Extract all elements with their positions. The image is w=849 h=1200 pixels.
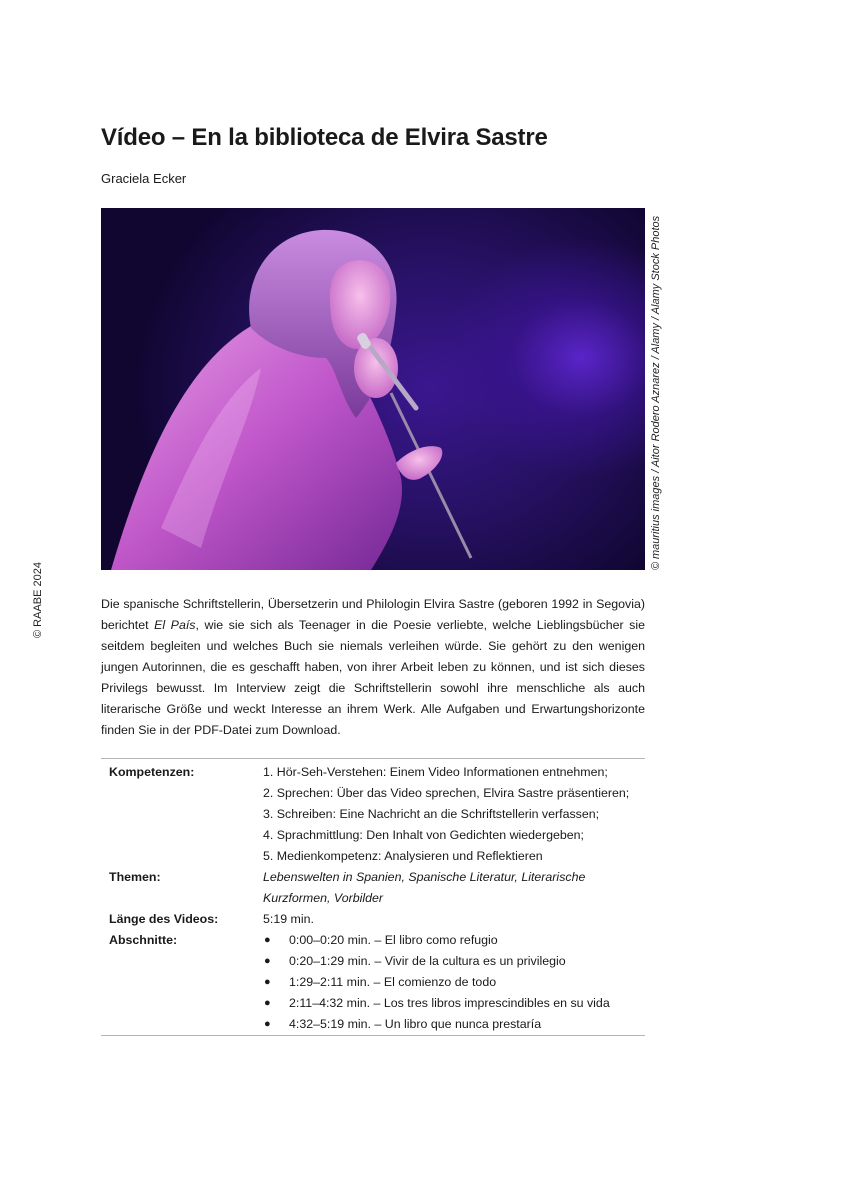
- kompetenz-item: 5. Medienkompetenz: Analysieren und Reflektieren: [263, 849, 543, 863]
- abschnitte-label: Abschnitte:: [109, 933, 178, 947]
- row-kompetenzen: [101, 762, 645, 867]
- kompetenzen-label: Kompetenzen:: [109, 765, 195, 779]
- row-laenge: [101, 909, 645, 930]
- intro-paragraph: [101, 594, 645, 741]
- abschnitte-list: [263, 930, 645, 1035]
- abschnitt-text: 0:00–0:20 min. – El libro como refugio: [289, 933, 498, 947]
- kompetenz-item: 2. Sprechen: Über das Video sprechen, Elvira Sastre präsentieren;: [263, 786, 630, 800]
- bullet-icon: ●: [264, 976, 271, 988]
- bullet-icon: ●: [264, 1018, 271, 1030]
- row-themen: [101, 867, 645, 909]
- bullet-icon: ●: [264, 934, 271, 946]
- sidebar-copyright: © RAABE 2024: [32, 562, 44, 638]
- kompetenz-item: 1. Hör-Seh-Verstehen: Einem Video Informationen entnehmen;: [263, 765, 608, 779]
- newspaper-name: El País: [154, 618, 196, 632]
- themen-label: Themen:: [109, 870, 161, 884]
- bullet-icon: ●: [264, 955, 271, 967]
- list-item: [263, 993, 645, 1014]
- bullet-icon: ●: [264, 997, 271, 1009]
- abschnitt-text: 1:29–2:11 min. – El comienzo de todo: [289, 975, 497, 989]
- kompetenz-item: 4. Sprachmittlung: Den Inhalt von Gedichten wiedergeben;: [263, 828, 584, 842]
- intro-text-2: , wie sie sich als Teenager in die Poesie verliebte, welche Lieblingsbücher sie seitdem begleiten und welches Buch sie niemals verleihen würde. Sie gehört zu den wenigen jungen Autorinnen, die es geschafft haben, von ihrer Arbeit leben zu können, und ist sich dieses Privilegs bewusst. Im Interview zeigt die Schriftstellerin sowohl ihre menschliche als auch literarische Größe und weckt Interesse an ihrem Werk. Alle Aufgaben und Erwartungshorizonte finden Sie in der PDF-Datei zum Download.: [101, 618, 646, 737]
- list-item: [263, 1014, 645, 1035]
- list-item: [263, 930, 645, 951]
- abschnitt-text: 2:11–4:32 min. – Los tres libros imprescindibles en su vida: [289, 996, 610, 1010]
- page-title: Vídeo – En la biblioteca de Elvira Sastre: [101, 124, 548, 151]
- list-item: [263, 972, 645, 993]
- abschnitt-text: 0:20–1:29 min. – Vivir de la cultura es un privilegio: [289, 954, 566, 968]
- author-name: Graciela Ecker: [101, 171, 187, 186]
- laenge-label: Länge des Videos:: [109, 912, 219, 926]
- list-item: [263, 951, 645, 972]
- singer-illustration: [101, 208, 645, 570]
- info-table: [101, 758, 645, 1036]
- themen-value: Lebenswelten in Spanien, Spanische Literatur, Literarische Kurzformen, Vorbilder: [263, 870, 586, 905]
- hero-photo: [101, 208, 645, 570]
- kompetenz-item: 3. Schreiben: Eine Nachricht an die Schriftstellerin verfassen;: [263, 807, 600, 821]
- intro-text-1: Die spanische Schriftstellerin, Übersetzerin und Philologin Elvira Sastre (geboren 1992 in Segovia) berichtet: [101, 597, 645, 632]
- abschnitt-text: 4:32–5:19 min. – Un libro que nunca prestaría: [289, 1017, 542, 1031]
- kompetenzen-list: [263, 762, 645, 867]
- laenge-value: 5:19 min.: [263, 912, 314, 926]
- photo-credit: © mauritius images / Aitor Rodero Aznarez / Alamy / Alamy Stock Photos: [650, 215, 662, 571]
- row-abschnitte: [101, 930, 645, 1035]
